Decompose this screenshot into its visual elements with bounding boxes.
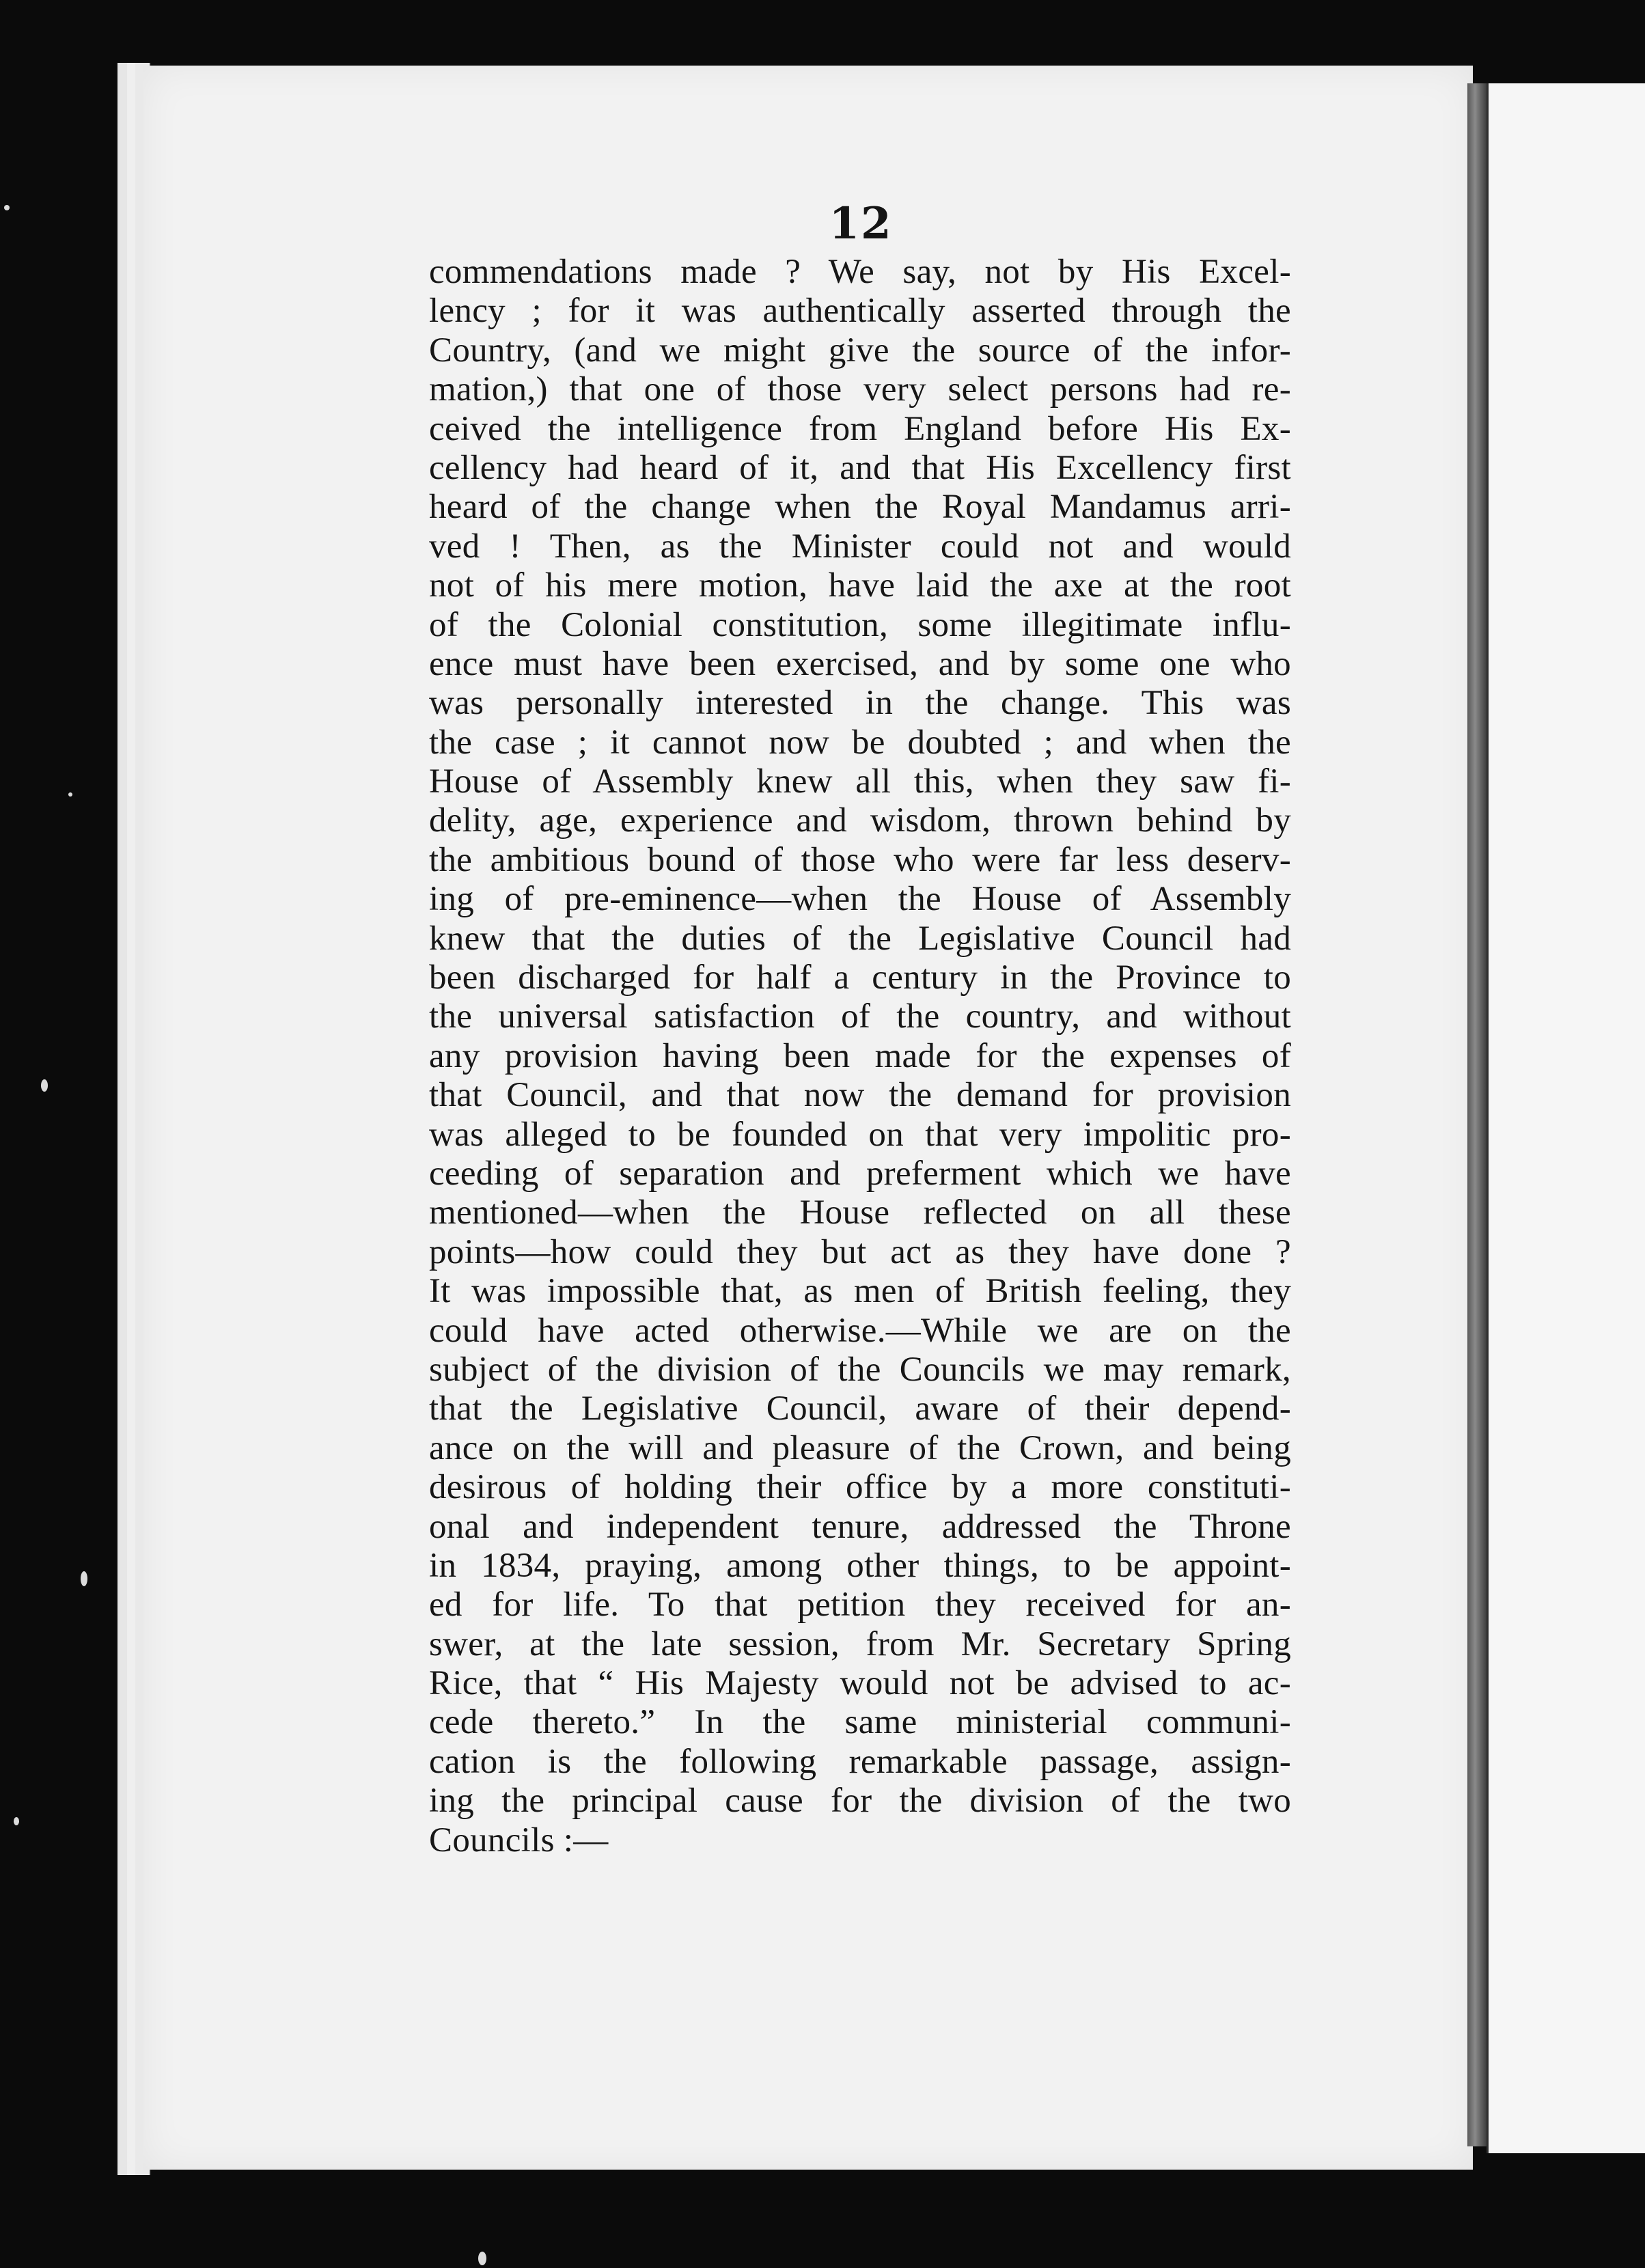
text-line: cation is the following remarkable passage, assign- — [429, 1742, 1291, 1781]
text-line: in 1834, praying, among other things, to be appoint- — [429, 1546, 1291, 1585]
text-line: It was impossible that, as men of British feeling, they — [429, 1272, 1291, 1311]
text-line: swer, at the late session, from Mr. Secretary Spring — [429, 1624, 1291, 1663]
text-line: ence must have been exercised, and by some one who — [429, 644, 1291, 683]
text-line: ved ! Then, as the Minister could not and would — [429, 527, 1291, 566]
scan-speck — [41, 1079, 48, 1092]
text-line: delity, age, experience and wisdom, thrown behind by — [429, 801, 1291, 840]
text-line: of the Colonial constitution, some illegitimate influ- — [429, 605, 1291, 644]
text-line: not of his mere motion, have laid the axe at the root — [429, 566, 1291, 605]
text-line: points—how could they but act as they have done ? — [429, 1232, 1291, 1271]
text-line: onal and independent tenure, addressed the Throne — [429, 1507, 1291, 1546]
text-line: that Council, and that now the demand for provision — [429, 1076, 1291, 1115]
scan-speck — [478, 2252, 486, 2265]
text-line: ed for life. To that petition they received for an- — [429, 1586, 1291, 1624]
text-line: the universal satisfaction of the country, and without — [429, 997, 1291, 1036]
text-line: subject of the division of the Councils we may remark, — [429, 1350, 1291, 1389]
text-line: lency ; for it was authentically asserted through the — [429, 292, 1291, 331]
text-line: mation,) that one of those very select persons had re- — [429, 370, 1291, 409]
scan-speck — [14, 1817, 19, 1825]
scan-speck — [81, 1571, 87, 1586]
text-line: ceived the intelligence from England before His Ex- — [429, 409, 1291, 448]
text-line: House of Assembly knew all this, when they saw fi- — [429, 762, 1291, 801]
text-line: ceeding of separation and preferment which we have — [429, 1154, 1291, 1193]
text-line: Rice, that “ His Majesty would not be advised to ac- — [429, 1664, 1291, 1703]
text-line: desirous of holding their office by a more constituti- — [429, 1468, 1291, 1507]
text-line: knew that the duties of the Legislative Council had — [429, 919, 1291, 958]
text-line: Country, (and we might give the source of the infor- — [429, 331, 1291, 370]
text-line: was personally interested in the change. This was — [429, 684, 1291, 723]
text-line: cede thereto.” In the same ministerial communi- — [429, 1703, 1291, 1742]
page-body-text — [429, 253, 1291, 1860]
scan-speck — [4, 205, 10, 210]
text-line: that the Legislative Council, aware of their depend- — [429, 1389, 1291, 1428]
text-line: Councils :— — [429, 1821, 609, 1859]
text-line: the case ; it cannot now be doubted ; and when the — [429, 723, 1291, 762]
text-line: ing the principal cause for the division of the two — [429, 1782, 1291, 1821]
page-number: 12 — [829, 198, 893, 249]
text-line: heard of the change when the Royal Mandamus arri- — [429, 488, 1291, 527]
facing-page — [1487, 83, 1645, 2153]
text-line: any provision having been made for the expenses of — [429, 1036, 1291, 1075]
text-line: ance on the will and pleasure of the Crown, and being — [429, 1428, 1291, 1467]
text-line: mentioned—when the House reflected on all these — [429, 1193, 1291, 1232]
text-line: been discharged for half a century in the Province to — [429, 958, 1291, 997]
text-line: commendations made ? We say, not by His Excel- — [429, 253, 1291, 291]
text-line: cellency had heard of it, and that His Excellency first — [429, 448, 1291, 487]
text-line: was alleged to be founded on that very impolitic pro- — [429, 1115, 1291, 1154]
text-line: ing of pre-eminence—when the House of Assembly — [429, 880, 1291, 919]
text-line: the ambitious bound of those who were far less deserv- — [429, 840, 1291, 879]
book-binding — [1467, 83, 1487, 2146]
text-line: could have acted otherwise.—While we are on the — [429, 1311, 1291, 1350]
scan-speck — [68, 792, 72, 797]
